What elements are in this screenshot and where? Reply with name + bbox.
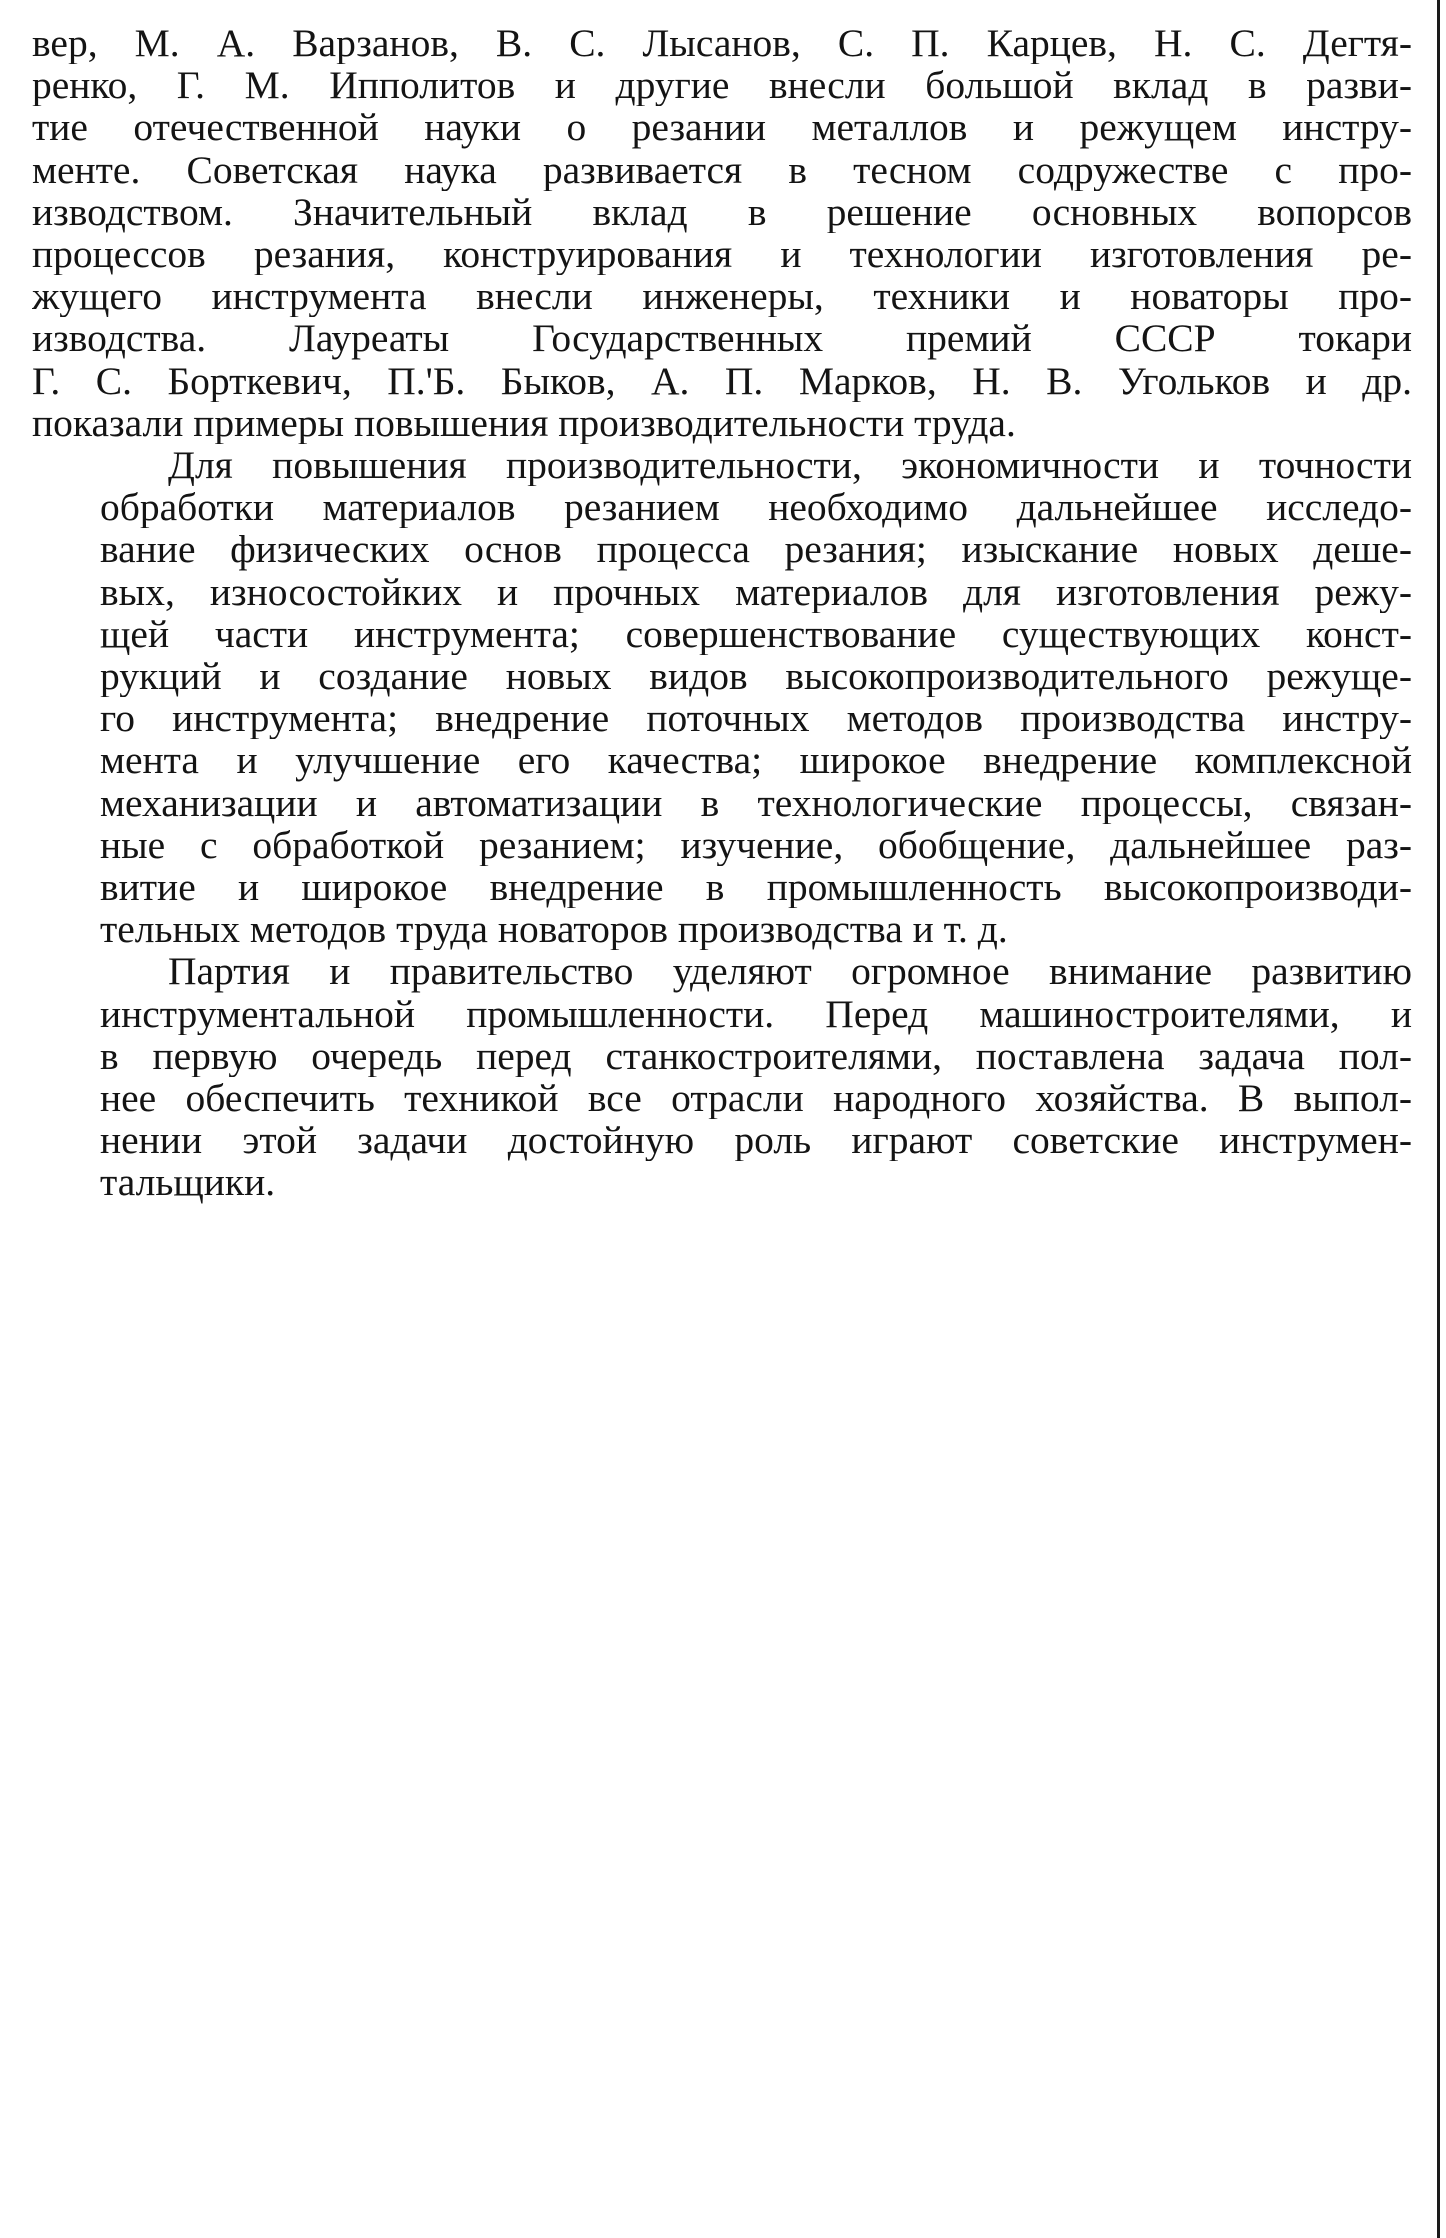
text-line: ренко, Г. М. Ипполитов и другие внесли большой вклад в разви- <box>32 64 1412 107</box>
text-line: ные с обработкой резанием; изучение, обобщение, дальнейшее раз- <box>100 823 1412 867</box>
text-line: тельных методов труда новаторов производства и т. д. <box>100 908 1008 951</box>
document-page <box>32 22 1412 1204</box>
text-line: в первую очередь перед станкостроителями, поставлена задача пол- <box>100 1034 1412 1078</box>
text-line: мента и улучшение его качества; широкое внедрение комплексной <box>100 739 1412 782</box>
text-line: Партия и правительство уделяют огромное внимание развитию <box>168 950 1412 993</box>
page-edge-rule <box>1437 0 1440 2238</box>
text-line: Для повышения производительности, экономичности и точности <box>168 444 1412 487</box>
text-line: тие отечественной науки о резании металлов и режущем инстру- <box>32 106 1412 149</box>
text-line: нении этой задачи достойную роль играют советские инструмен- <box>100 1119 1412 1162</box>
paragraph-1 <box>32 22 1412 444</box>
text-line: нее обеспечить техникой все отрасли народного хозяйства. В выпол- <box>100 1077 1412 1120</box>
paragraph-3 <box>32 950 1412 1203</box>
text-line: изводства. Лауреаты Государственных премий СССР токари <box>32 317 1412 360</box>
paragraph-2 <box>32 444 1412 950</box>
text-line: менте. Советская наука развивается в тесном содружестве с про- <box>32 148 1412 191</box>
text-line: вер, М. А. Варзанов, В. С. Лысанов, С. П. Карцев, Н. С. Дегтя- <box>32 22 1412 65</box>
text-line: показали примеры повышения производительности труда. <box>32 401 1016 445</box>
text-line: тальщики. <box>100 1161 276 1204</box>
text-line: жущего инструмента внесли инженеры, техники и новаторы про- <box>32 275 1412 318</box>
text-line: рукций и создание новых видов высокопроизводительного режуще- <box>100 655 1412 698</box>
text-line: вых, износостойких и прочных материалов для изготовления режу- <box>100 570 1412 613</box>
text-line: изводством. Значительный вклад в решение основных вопорсов <box>32 190 1412 234</box>
text-line: щей части инструмента; совершенствование существующих конст- <box>100 612 1412 656</box>
text-line: го инструмента; внедрение поточных методов производства инстру- <box>100 697 1412 740</box>
text-line: витие и широкое внедрение в промышленность высокопроизводи- <box>100 866 1412 909</box>
text-line: механизации и автоматизации в технологические процессы, связан- <box>100 781 1412 824</box>
text-line: инструментальной промышленности. Перед машиностроителями, и <box>100 992 1412 1035</box>
text-line: Г. С. Борткевич, П.'Б. Быков, А. П. Марков, Н. В. Угольков и др. <box>32 359 1412 402</box>
text-line: обработки материалов резанием необходимо дальнейшее исследо- <box>100 486 1412 529</box>
text-line: вание физических основ процесса резания; изыскание новых деше- <box>100 528 1412 571</box>
text-line: процессов резания, конструирования и технологии изготовления ре- <box>32 233 1412 276</box>
